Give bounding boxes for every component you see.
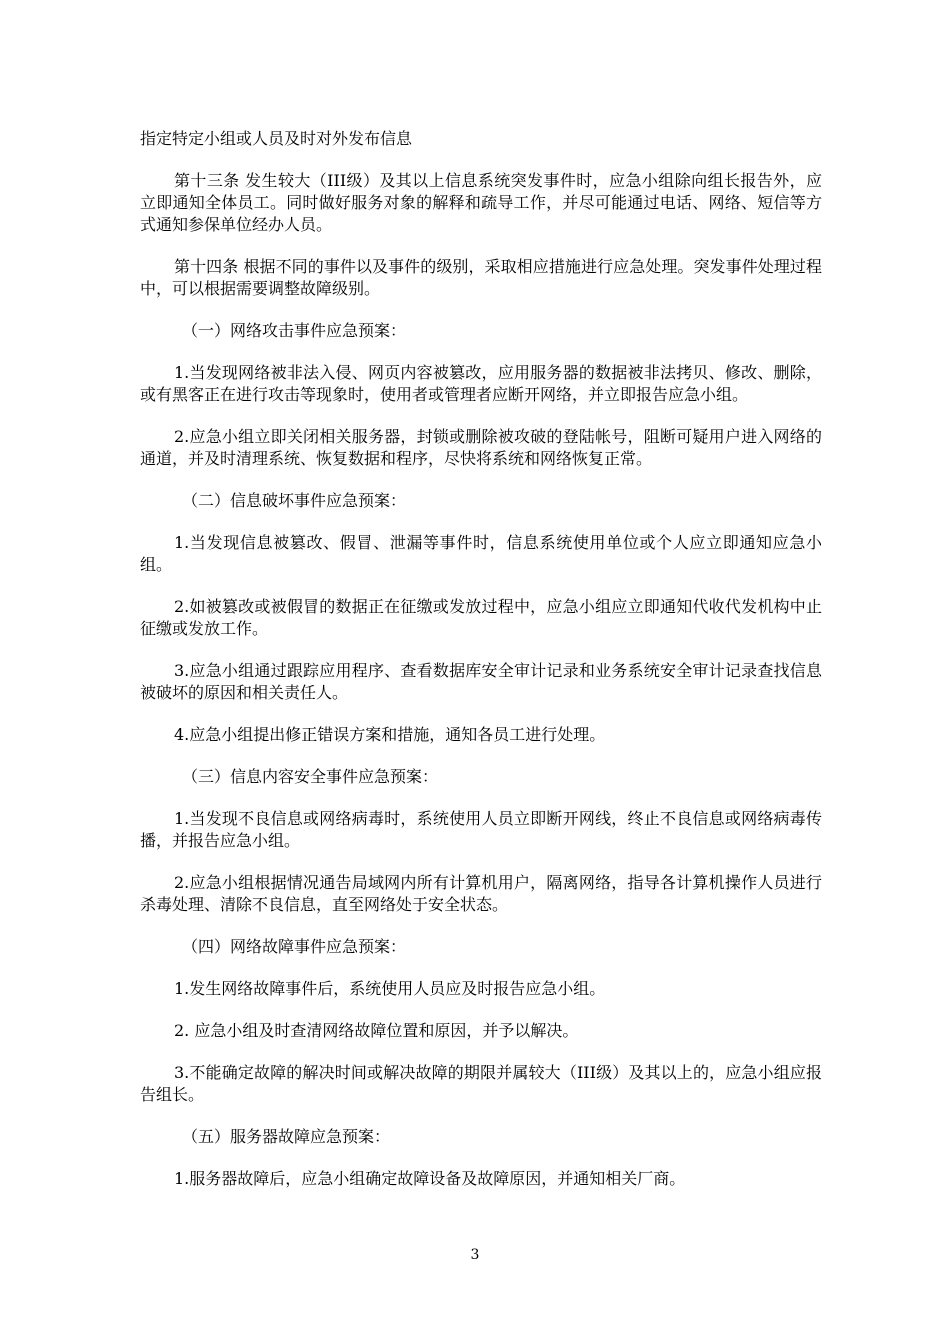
paragraph-content-security-1: 1.当发现不良信息或网络病毒时，系统使用人员立即断开网线，终止不良信息或网络病毒传播，并报告应急小组。	[140, 809, 822, 850]
paragraph-information-damage-1: 1.当发现信息被篡改、假冒、泄漏等事件时，信息系统使用单位或个人应立即通知应急小组。	[140, 533, 822, 574]
paragraph-article-13: 第十三条 发生较大（III级）及其以上信息系统突发事件时，应急小组除向组长报告外，应立即通知全体员工。同时做好服务对象的解释和疏导工作，并尽可能通过电话、网络、短信等方式通知参保单位经办人员。	[140, 171, 822, 234]
paragraph-article-14: 第十四条 根据不同的事件以及事件的级别，采取相应措施进行应急处理。突发事件处理过程中，可以根据需要调整故障级别。	[140, 257, 822, 298]
paragraph-server-failure-1: 1.服务器故障后，应急小组确定故障设备及故障原因，并通知相关厂商。	[174, 1169, 686, 1188]
section-heading-network-attack: （一）网络攻击事件应急预案：	[182, 321, 407, 340]
paragraph-information-damage-3: 3.应急小组通过跟踪应用程序、查看数据库安全审计记录和业务系统安全审计记录查找信息被破坏的原因和相关责任人。	[140, 661, 822, 702]
paragraph-continuation: 指定特定小组或人员及时对外发布信息	[140, 129, 413, 148]
section-heading-network-failure: （四）网络故障事件应急预案：	[182, 937, 407, 956]
document-body	[140, 128, 822, 1210]
paragraph-information-damage-2: 2.如被篡改或被假冒的数据正在征缴或发放过程中，应急小组应立即通知代收代发机构中止征缴或发放工作。	[140, 597, 822, 638]
paragraph-network-attack-1: 1.当发现网络被非法入侵、网页内容被篡改，应用服务器的数据被非法拷贝、修改、删除，或有黑客正在进行攻击等现象时，使用者或管理者应断开网络，并立即报告应急小组。	[140, 363, 822, 404]
section-heading-information-damage: （二）信息破坏事件应急预案：	[182, 491, 407, 510]
paragraph-network-failure-3: 3.不能确定故障的解决时间或解决故障的期限并属较大（III级）及其以上的，应急小组应报告组长。	[140, 1063, 822, 1104]
paragraph-network-attack-2: 2.应急小组立即关闭相关服务器，封锁或删除被攻破的登陆帐号，阻断可疑用户进入网络的通道，并及时清理系统、恢复数据和程序，尽快将系统和网络恢复正常。	[140, 427, 822, 468]
paragraph-information-damage-4: 4.应急小组提出修正错误方案和措施，通知各员工进行处理。	[174, 725, 606, 744]
paragraph-network-failure-2: 2. 应急小组及时查清网络故障位置和原因，并予以解决。	[174, 1021, 579, 1040]
page-number: 3	[470, 1247, 480, 1263]
paragraph-network-failure-1: 1.发生网络故障事件后，系统使用人员应及时报告应急小组。	[174, 979, 606, 998]
section-heading-server-failure: （五）服务器故障应急预案：	[182, 1127, 391, 1146]
paragraph-content-security-2: 2.应急小组根据情况通告局域网内所有计算机用户，隔离网络，指导各计算机操作人员进行杀毒处理、清除不良信息，直至网络处于安全状态。	[140, 873, 822, 914]
section-heading-content-security: （三）信息内容安全事件应急预案：	[182, 767, 439, 786]
